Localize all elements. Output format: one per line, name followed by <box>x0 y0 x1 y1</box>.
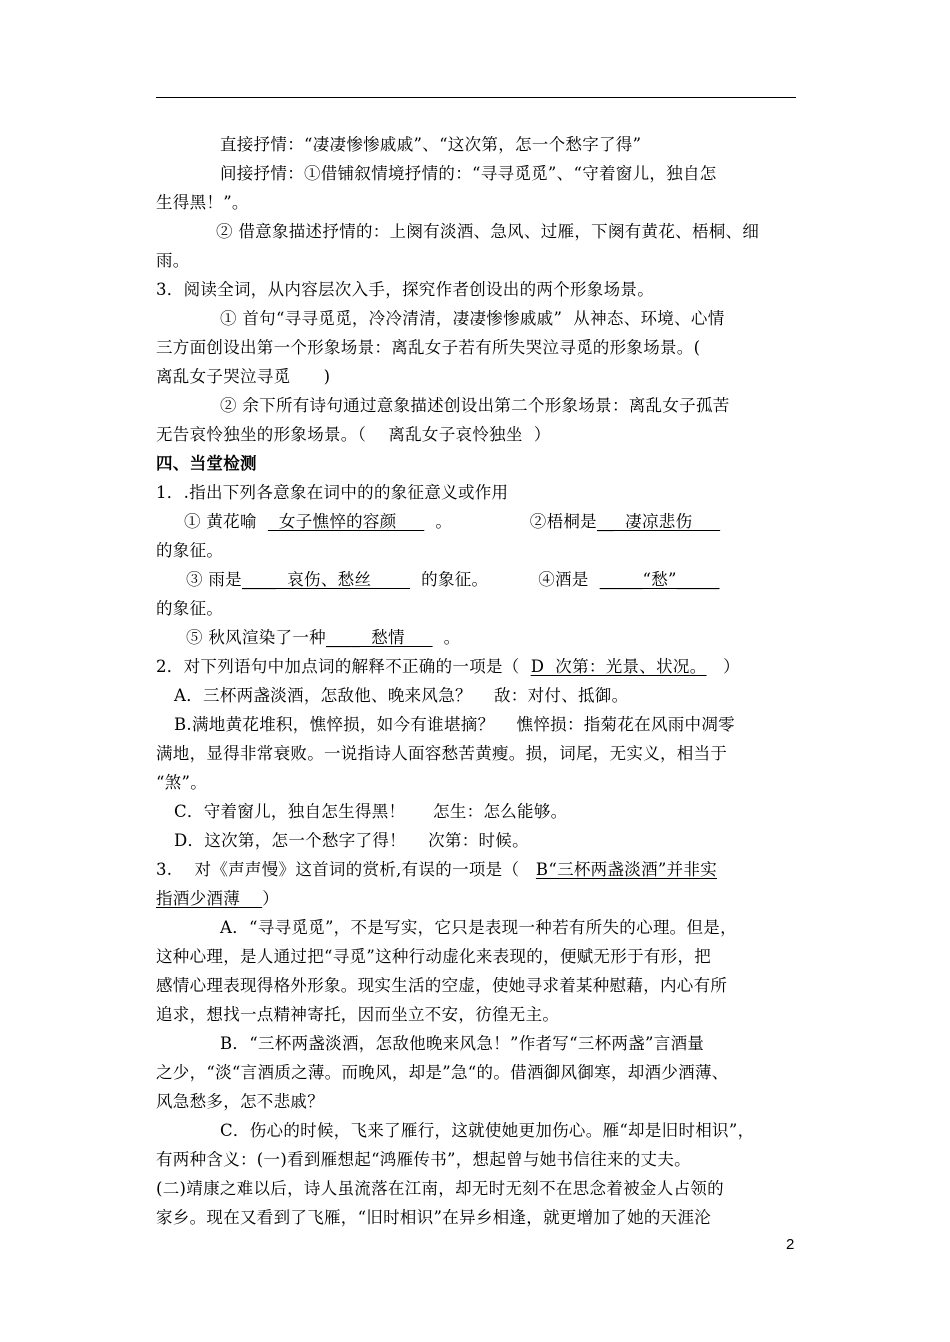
text-span: A．“寻寻觅觅”，不是写实，它只是表现一种若有所失的心理。但是， <box>220 918 737 937</box>
text-span: B.满地黄花堆积，憔悴损，如今有谁堪摘？ 憔悴损：指菊花在风雨中凋零 <box>174 715 735 734</box>
text-line <box>220 309 725 329</box>
page-number: 2 <box>786 1236 795 1253</box>
text-line <box>156 280 654 300</box>
text-span: 直接抒情：“凄凄惨惨戚戚”、“这次第，怎一个愁字了得” <box>220 135 642 154</box>
text-span: 无告哀怜独坐的形象场景。（ 离乱女子哀怜独坐 ） <box>156 425 551 444</box>
answer-blank: ____ 哀伤、愁丝 <box>241 570 411 589</box>
text-line <box>174 802 567 822</box>
text-span: 有两种含义：(一)看到雁想起“鸿雁传书”，想起曾与她书信往来的丈夫。 <box>156 1150 691 1169</box>
text-span: 。 ②梧桐是 <box>424 512 597 531</box>
header-rule <box>156 97 796 98</box>
text-line <box>174 715 735 735</box>
text-span: 四、当堂检测 <box>156 454 257 473</box>
text-span: 1．.指出下列各意象在词中的的象征意义或作用 <box>156 483 509 502</box>
text-line <box>156 889 279 909</box>
text-span: 风急愁多，怎不悲戚？ <box>156 1092 324 1111</box>
text-span: 的象征。 <box>156 541 224 560</box>
answer-blank: _____“愁”_____ <box>599 570 720 589</box>
answer-blank: B“三杯两盏淡酒”并非实 <box>535 860 718 879</box>
text-span: 满地，显得非常衰败。一说指诗人面容愁苦黄瘦。损，词尾，无实义，相当于 <box>156 744 728 763</box>
text-line <box>156 947 711 967</box>
text-line <box>216 222 759 242</box>
text-span: 雨。 <box>156 251 190 270</box>
text-span: 生得黑！”。 <box>156 193 249 212</box>
answer-blank: D 次第：光景、状况。 <box>530 657 707 676</box>
text-line <box>156 1005 559 1025</box>
text-line <box>220 1121 754 1141</box>
text-span: “煞”。 <box>156 773 208 792</box>
text-line <box>220 918 737 938</box>
text-line <box>220 164 717 184</box>
text-span: C．伤心的时候，飞来了雁行，这就使她更加伤心。雁“却是旧时相识”， <box>220 1121 755 1140</box>
text-span: 家乡。现在又看到了飞雁，“旧时相识”在异乡相逢，就更增加了她的天涯沦 <box>156 1208 712 1227</box>
text-line <box>184 512 720 532</box>
text-span: ） <box>706 657 740 676</box>
text-span: C．守着窗儿，独自怎生得黑！ 怎生：怎么能够。 <box>174 802 568 821</box>
text-span: ② 借意象描述抒情的：上阕有淡酒、急风、过雁，下阕有黄花、梧桐、细 <box>216 222 760 241</box>
text-line <box>156 860 717 880</box>
text-line <box>156 1150 691 1170</box>
text-line <box>156 251 190 271</box>
text-span: 感情心理表现得格外形象。现实生活的空虚，使她寻求着某种慰藉，内心有所 <box>156 976 728 995</box>
text-span: 追求，想找一点精神寄托，因而坐立不安，彷徨无主。 <box>156 1005 560 1024</box>
text-line <box>156 367 330 387</box>
text-span: 的象征。 <box>156 599 224 618</box>
answer-blank: __ 凄凉悲伤 <box>596 512 721 531</box>
text-span: ① 首句“寻寻觅觅，冷冷清清，凄凄惨惨戚戚” 从神态、环境、心情 <box>220 309 725 328</box>
text-line <box>220 135 641 155</box>
text-line <box>156 773 207 793</box>
text-line <box>156 454 257 474</box>
text-line <box>156 744 727 764</box>
text-line <box>220 1034 704 1054</box>
text-line <box>220 396 730 416</box>
text-span: 3. 对《声声慢》这首词的赏析,有误的一项是（ <box>156 860 536 879</box>
text-line <box>174 831 529 851</box>
text-line <box>156 657 740 677</box>
text-span: 3．阅读全词，从内容层次入手，探究作者创设出的两个形象场景。 <box>156 280 654 299</box>
text-line <box>186 570 720 590</box>
text-line <box>156 193 249 213</box>
text-span: ③ 雨是 <box>186 570 242 589</box>
text-line <box>186 628 460 648</box>
text-line <box>156 1179 724 1199</box>
text-line <box>156 1208 711 1228</box>
text-span: (二)靖康之难以后，诗人虽流落在江南，却无时无刻不在思念着被金人占领的 <box>156 1179 724 1198</box>
text-span: D．这次第，怎一个愁字了得！ 次第：时候。 <box>174 831 529 850</box>
text-span: 间接抒情：①借铺叙情境抒情的：“寻寻觅觅”、“守着窗儿，独自怎 <box>220 164 717 183</box>
text-span: ） <box>262 889 279 908</box>
answer-blank: ____ 愁情 <box>325 628 433 647</box>
text-span: 。 <box>432 628 461 647</box>
text-line <box>174 686 628 706</box>
text-span: 这种心理，是人通过把“寻觅”这种行动虚化来表现的，便赋无形于有形，把 <box>156 947 712 966</box>
text-span: ① 黄花喻 <box>184 512 268 531</box>
text-span: 离乱女子哭泣寻觅 ) <box>156 367 331 386</box>
text-line <box>156 599 223 619</box>
text-span: ⑤ 秋风渲染了一种 <box>186 628 326 647</box>
text-line <box>156 541 223 561</box>
text-span: B．“三杯两盏淡酒，怎敌他晚来风急！”作者写“三杯两盏”言酒量 <box>220 1034 705 1053</box>
text-span: A．三杯两盏淡酒，怎敌他、晚来风急？ 敌：对付、抵御。 <box>174 686 629 705</box>
text-line <box>156 1063 729 1083</box>
text-line <box>156 1092 324 1112</box>
text-span: 的象征。 ④酒是 <box>410 570 600 589</box>
text-line <box>156 425 551 445</box>
text-span: 三方面创设出第一个形象场景：离乱女子若有所失哭泣寻觅的形象场景。( <box>156 338 701 357</box>
answer-blank: 指酒少酒薄 <box>156 889 263 908</box>
text-line <box>156 338 700 358</box>
text-span: 之少，“淡“言酒质之薄。而晚风，却是”急“的。借酒御风御寒，却酒少酒薄、 <box>156 1063 729 1082</box>
text-line <box>156 483 508 503</box>
text-line <box>156 976 727 996</box>
answer-blank: 女子憔悴的容颜 <box>267 512 425 531</box>
text-span: ② 余下所有诗句通过意象描述创设出第二个形象场景：离乱女子孤苦 <box>220 396 730 415</box>
text-span: 2．对下列语句中加点词的解释不正确的一项是（ <box>156 657 531 676</box>
